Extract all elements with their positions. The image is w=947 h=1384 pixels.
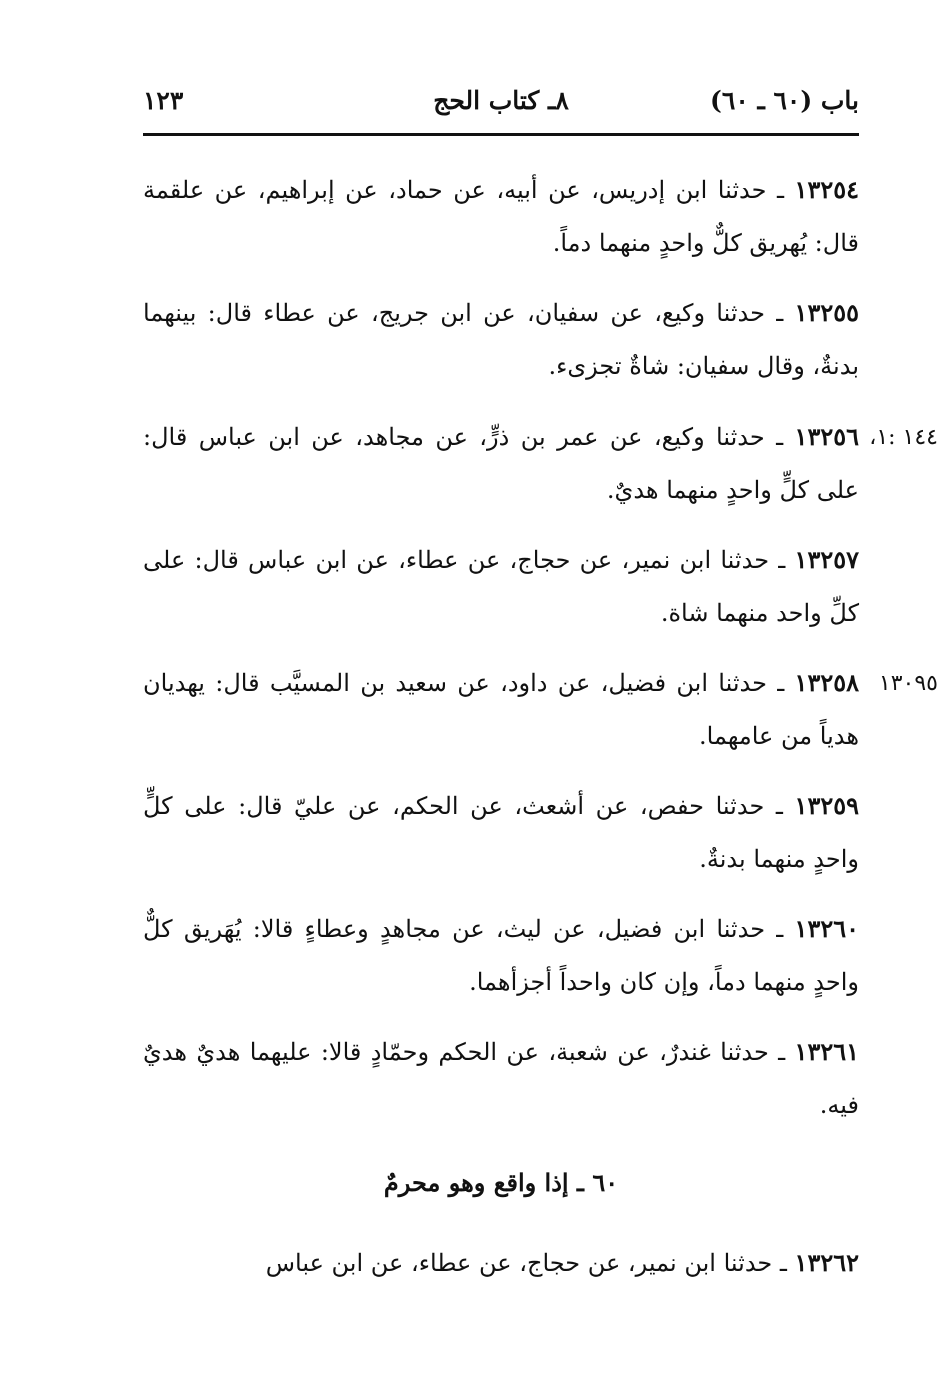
hadith-entry-13262 xyxy=(143,1236,859,1290)
hadith-text: ـ حدثنا غندرٌ، عن شعبة، عن الحكم وحمّادٍ قالا: عليهما هديٌ هديٌ فيه. xyxy=(143,1038,859,1119)
chapter-range: باب (٦٠ ـ ٦٠) xyxy=(710,86,859,115)
hadith-number: ١٣٢٥٥ xyxy=(794,298,859,327)
hadith-text: ـ حدثنا ابن نمير، عن حجاج، عن عطاء، عن ابن عباس قال: على كلِّ واحد منهما شاة. xyxy=(143,546,859,627)
hadith-number: ١٣٢٥٧ xyxy=(794,545,859,574)
hadith-number: ١٣٢٦١ xyxy=(794,1037,859,1066)
hadith-text: ـ حدثنا ابن إدريس، عن أبيه، عن حماد، عن إبراهيم، عن علقمة قال: يُهريق كلٌّ واحدٍ منهما دماً. xyxy=(143,176,859,257)
chapter-heading: ٦٠ ـ إذا واقع وهو محرمٌ xyxy=(383,1168,619,1197)
page-number: ١٢٣ xyxy=(143,86,184,115)
header-rule xyxy=(143,133,859,136)
hadith-entry-13257 xyxy=(143,533,859,640)
hadith-text: ـ حدثنا حفص، عن أشعث، عن الحكم، عن عليّ قال: على كلٍّ واحدٍ منهما بدنةٌ. xyxy=(143,792,859,873)
hadith-text: ـ حدثنا وكيع، عن سفيان، عن ابن جريج، عن عطاء قال: بينهما بدنةٌ، وقال سفيان: شاةٌ تجزىء. xyxy=(143,299,859,380)
hadith-text: ـ حدثنا وكيع، عن عمر بن ذرٍّ، عن مجاهد، عن ابن عباس قال: على كلٍّ واحدٍ منهما هديٌ. xyxy=(143,423,859,504)
hadith-number: ١٣٢٦٢ xyxy=(794,1248,859,1277)
hadith-number: ١٣٢٥٦ xyxy=(794,422,859,451)
margin-reference: ١٣٠٩٥ xyxy=(878,671,938,696)
page-header xyxy=(143,86,859,126)
hadith-entry-13255 xyxy=(143,286,859,393)
hadith-entry-13261 xyxy=(143,1025,859,1132)
margin-reference: ١٤٤ :١، xyxy=(869,425,938,450)
hadith-number: ١٣٢٥٤ xyxy=(794,175,859,204)
hadith-number: ١٣٢٥٨ xyxy=(794,668,859,697)
hadith-text: ـ حدثنا ابن فضيل، عن ليث، عن مجاهدٍ وعطاءٍ قالا: يُهَريق كلٌّ واحدٍ منهما دماً، وإن كان واحداً أجزأهما. xyxy=(143,915,859,996)
hadith-entry-13260 xyxy=(143,902,859,1009)
hadith-entry-13254 xyxy=(143,163,859,270)
hadith-entry-13256 xyxy=(143,410,859,517)
hadith-number: ١٣٢٥٩ xyxy=(794,791,859,820)
hadith-text: ـ حدثنا ابن فضيل، عن داود، عن سعيد بن المسيَّب قال: يهديان هدياً من عامهما. xyxy=(143,669,859,750)
book-title: ٨ـ كتاب الحج xyxy=(433,86,569,115)
hadith-text: ـ حدثنا ابن نمير، عن حجاج، عن عطاء، عن ابن عباس xyxy=(265,1249,795,1277)
hadith-number: ١٣٢٦٠ xyxy=(794,914,859,943)
hadith-entry-13259 xyxy=(143,779,859,886)
hadith-entry-13258 xyxy=(143,656,859,763)
